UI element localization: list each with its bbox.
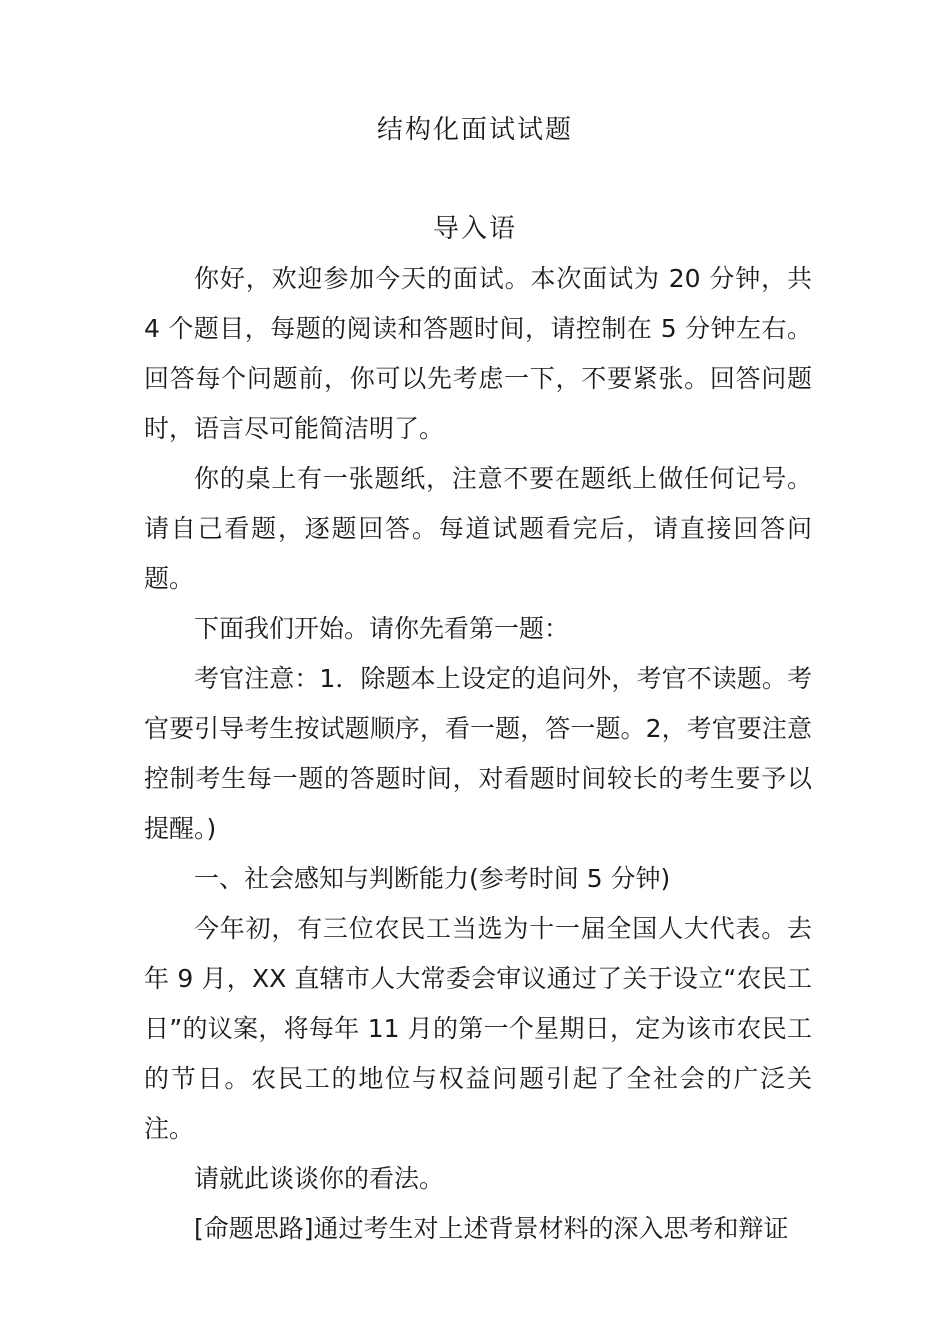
paragraph-instructions: 你的桌上有一张题纸，注意不要在题纸上做任何记号。请自己看题，逐题回答。每道试题看完后，请直接回答问题。 bbox=[144, 464, 812, 593]
question-heading: 一、社会感知与判断能力(参考时间 5 分钟) bbox=[194, 864, 671, 893]
document-body bbox=[144, 254, 812, 1254]
paragraph-welcome: 你好，欢迎参加今天的面试。本次面试为 20 分钟，共 4 个题目，每题的阅读和答题时间，请控制在 5 分钟左右。回答每个问题前，你可以先考虑一下，不要紧张。回答问题时，语言尽可能简洁明了。 bbox=[144, 264, 812, 443]
paragraph-start: 下面我们开始。请你先看第一题： bbox=[194, 614, 570, 643]
section-heading: 导入语 bbox=[432, 214, 517, 244]
document-title: 结构化面试试题 bbox=[376, 115, 573, 145]
paragraph-examiner-note: 考官注意：1．除题本上设定的追问外，考官不读题。考官要引导考生按试题顺序，看一题，答一题。2，考官要注意控制考生每一题的答题时间，对看题时间较长的考生要予以提醒。) bbox=[144, 664, 812, 843]
paragraph-question-prompt: 请就此谈谈你的看法。 bbox=[194, 1164, 445, 1193]
paragraph-question-material: 今年初，有三位农民工当选为十一届全国人大代表。去年 9 月，XX 直辖市人大常委会审议通过了关于设立“农民工日”的议案，将每年 11 月的第一个星期日，定为该市农民工的节日。农民工的地位与权益问题引起了全社会的广泛关注。 bbox=[144, 914, 812, 1143]
paragraph-design-rationale: [命题思路]通过考生对上述背景材料的深入思考和辩证 bbox=[194, 1214, 789, 1243]
